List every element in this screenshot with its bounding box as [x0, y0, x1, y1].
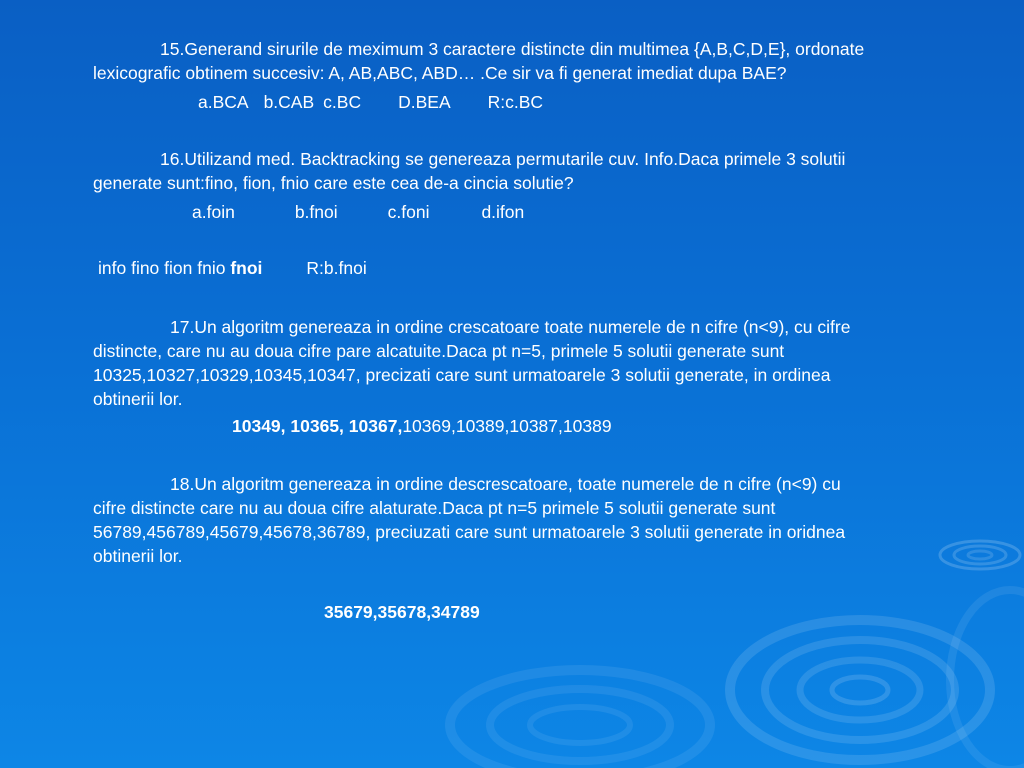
q16-options [192, 200, 524, 224]
q17-answer-rest: 10369,10389,10387,10389 [402, 416, 612, 436]
ripple-ring [832, 677, 888, 703]
q16-option-b: b.fnoi [294, 202, 338, 222]
q17-answer [232, 414, 612, 438]
q17-line-1: 17.Un algoritm genereaza in ordine crescatoare toate numerele de n cifre (n<9), cu cifre [170, 317, 851, 337]
ripple-ring [968, 551, 992, 559]
q16-line-1: 16.Utilizand med. Backtracking se genereaza permutarile cuv. Info.Daca primele 3 solutii [160, 149, 846, 169]
q15-line-2: lexicografic obtinem succesiv: A, AB,ABC, ABD… .Ce sir va fi generat imediat dupa BAE? [93, 63, 787, 83]
q17-line-3: 10325,10327,10329,10345,10347, precizati care sunt urmatoarele 3 solutii generate, in ordinea [93, 365, 831, 385]
q18-line-2: cifre distincte care nu au doua cifre alaturate.Daca pt n=5 primele 5 solutii generate sunt [93, 498, 776, 518]
q17-line-2: distincte, care nu au doua cifre pare alcatuite.Daca pt n=5, primele 5 solutii generate sunt [93, 341, 785, 361]
q16-work-prefix: info fino fion fnio [98, 258, 226, 278]
q16-working [98, 256, 367, 280]
ripple-ring [800, 660, 920, 720]
q17-line-4: obtinerii lor. [93, 389, 183, 409]
q15-answer: R:c.BC [487, 92, 544, 112]
ripple-ring [530, 707, 630, 743]
q17-answer-bold: 10349, 10365, 10367, [232, 416, 403, 436]
q18-line-4: obtinerii lor. [93, 546, 183, 566]
q15-options [198, 90, 543, 114]
q16-option-a: a.foin [192, 202, 235, 222]
q18-answer: 35679,35678,34789 [324, 602, 480, 622]
q15-option-c: c.BC [323, 92, 362, 112]
q15-option-d: D.BEA [398, 92, 451, 112]
q15-option-b: b.CAB [263, 92, 315, 112]
ripple-ring [490, 689, 670, 761]
q16-option-c: c.foni [387, 202, 430, 222]
q16-work-answer: R:b.fnoi [306, 258, 367, 278]
q15-line-1: 15.Generand sirurile de meximum 3 caractere distincte din multimea {A,B,C,D,E}, ordonate [160, 39, 865, 59]
q16-option-d: d.ifon [481, 202, 525, 222]
q16-work-bold: fnoi [230, 258, 263, 278]
q18-line-3: 56789,456789,45679,45678,36789, preciuzati care sunt urmatoarele 3 solutii generate in oridnea [93, 522, 846, 542]
ripple-ring [765, 640, 955, 740]
ripple-ring [954, 546, 1006, 564]
q18-line-1: 18.Un algoritm genereaza in ordine descrescatoare, toate numerele de n cifre (n<9) cu [170, 474, 841, 494]
q15-option-a: a.BCA [198, 92, 249, 112]
q16-line-2: generate sunt:fino, fion, fnio care este cea de-a cincia solutie? [93, 173, 574, 193]
